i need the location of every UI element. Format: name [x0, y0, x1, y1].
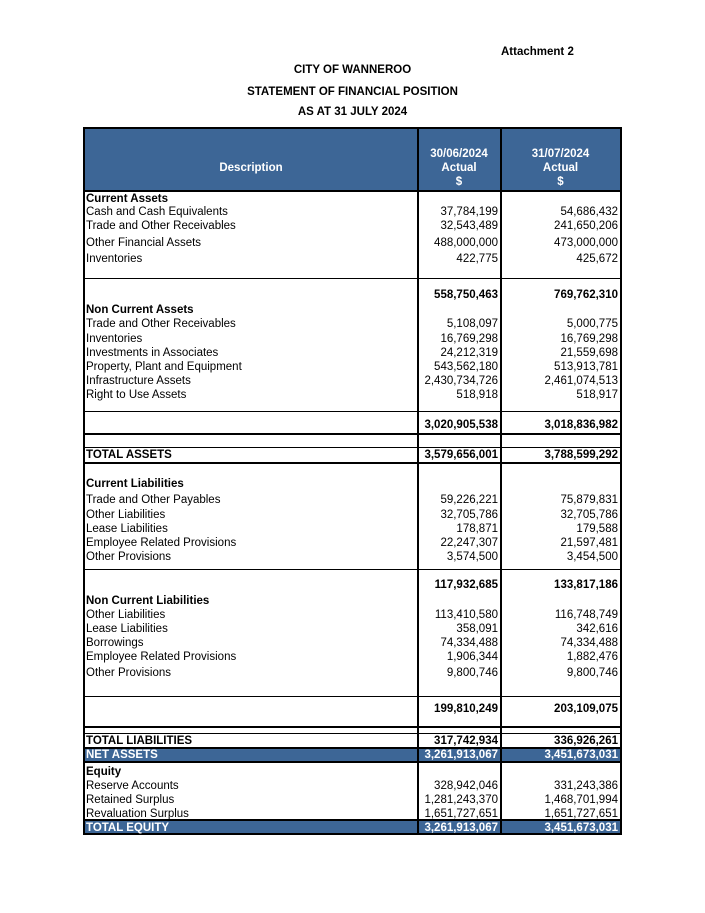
table-cell-v2: 21,559,698 [560, 347, 618, 359]
row-divider [85, 411, 620, 412]
column-divider-2 [500, 129, 502, 833]
table-cell-v1: 5,108,097 [446, 318, 498, 330]
table-cell-v1: 32,543,489 [440, 220, 498, 232]
table-cell-v2: 2,461,074,513 [544, 375, 618, 387]
table-cell-v2: 75,879,831 [560, 494, 618, 506]
table-cell-v2: 203,109,075 [554, 703, 618, 715]
table-cell-v1: 113,410,580 [434, 609, 498, 621]
table-cell-label: Retained Surplus [86, 794, 175, 806]
column-header-description: Description [219, 162, 283, 174]
table-cell-label: Cash and Cash Equivalents [86, 206, 228, 218]
attachment-label: Attachment 2 [501, 46, 574, 58]
table-cell-v2: 425,672 [576, 253, 618, 265]
table-cell-v2: 342,616 [576, 623, 618, 635]
table-cell-label: Other Liabilities [86, 509, 166, 521]
table-cell-label: Current Assets [86, 193, 169, 205]
table-cell-v2: 179,588 [576, 523, 618, 535]
table-cell-v1: 59,226,221 [440, 494, 498, 506]
table-cell-v2: 133,817,186 [554, 579, 618, 591]
table-cell-v2: 336,926,261 [554, 735, 618, 747]
row-divider [85, 462, 620, 464]
row-divider [85, 433, 620, 435]
table-cell-v2: 1,651,727,651 [544, 808, 618, 820]
table-cell-label: Trade and Other Receivables [86, 220, 236, 232]
table-cell-label: Lease Liabilities [86, 523, 168, 535]
table-cell-v2: 54,686,432 [560, 206, 618, 218]
table-cell-v2: 3,788,599,292 [544, 449, 618, 461]
financial-position-table [83, 127, 622, 835]
row-divider [85, 569, 620, 570]
table-cell-label: Employee Related Provisions [86, 651, 237, 663]
column-header-2024-07-text: 31/07/2024 Actual $ [531, 148, 590, 188]
table-cell-v1: 3,574,500 [446, 551, 498, 563]
table-cell-v1: 3,579,656,001 [424, 449, 498, 461]
table-cell-v2: 518,917 [576, 389, 618, 401]
table-cell-v2: 3,451,673,031 [544, 749, 618, 761]
table-cell-v2: 1,468,701,994 [544, 794, 618, 806]
table-cell-v1: 1,906,344 [446, 651, 498, 663]
table-cell-v1: 358,091 [456, 623, 498, 635]
table-cell-v1: 9,800,746 [446, 667, 498, 679]
table-cell-label: Trade and Other Payables [86, 494, 221, 506]
table-cell-v1: 3,020,905,538 [424, 419, 498, 431]
table-cell-label: Inventories [86, 253, 143, 265]
table-cell-v2: 32,705,786 [560, 509, 618, 521]
table-cell-v1: 32,705,786 [440, 509, 498, 521]
table-cell-v2: 241,650,206 [554, 220, 618, 232]
table-cell-label: Other Provisions [86, 667, 172, 679]
statement-date: AS AT 31 JULY 2024 [297, 106, 408, 118]
table-cell-v2: 5,000,775 [566, 318, 618, 330]
table-cell-label: Non Current Liabilities [86, 595, 210, 607]
table-cell-v2: 21,597,481 [560, 537, 618, 549]
table-cell-v2: 3,454,500 [566, 551, 618, 563]
table-cell-v1: 22,247,307 [440, 537, 498, 549]
table-cell-v2: 3,018,836,982 [544, 419, 618, 431]
table-cell-v1: 117,932,685 [434, 579, 498, 591]
table-cell-label: Lease Liabilities [86, 623, 168, 635]
table-cell-label: Investments in Associates [86, 347, 219, 359]
table-cell-label: TOTAL EQUITY [86, 822, 170, 834]
table-cell-label: TOTAL ASSETS [86, 449, 172, 461]
table-cell-v1: 2,430,734,726 [424, 375, 498, 387]
highlight-band [85, 748, 620, 761]
row-divider [85, 761, 620, 763]
table-cell-v1: 199,810,249 [434, 703, 498, 715]
table-cell-v1: 74,334,488 [440, 637, 498, 649]
table-cell-v2: 473,000,000 [554, 237, 618, 249]
row-divider [85, 278, 620, 279]
table-cell-v1: 488,000,000 [434, 237, 498, 249]
table-cell-label: TOTAL LIABILITIES [86, 735, 193, 747]
table-cell-label: Current Liabilities [86, 478, 184, 490]
column-divider-1 [417, 129, 419, 833]
table-cell-label: Equity [86, 766, 122, 778]
table-cell-label: Other Financial Assets [86, 237, 202, 249]
table-cell-label: Inventories [86, 333, 143, 345]
table-cell-v1: 37,784,199 [440, 206, 498, 218]
table-cell-label: Right to Use Assets [86, 389, 187, 401]
table-cell-v1: 178,871 [456, 523, 498, 535]
table-cell-label: Employee Related Provisions [86, 537, 237, 549]
table-cell-v2: 74,334,488 [560, 637, 618, 649]
table-cell-v1: 518,918 [456, 389, 498, 401]
table-cell-v1: 3,261,913,067 [424, 822, 498, 834]
table-cell-label: Trade and Other Receivables [86, 318, 236, 330]
table-cell-label: Infrastructure Assets [86, 375, 191, 387]
organisation-name: CITY OF WANNEROO [293, 64, 412, 76]
table-cell-label: Non Current Assets [86, 304, 194, 316]
table-cell-v2: 3,451,673,031 [544, 822, 618, 834]
table-cell-v1: 16,769,298 [440, 333, 498, 345]
table-cell-v2: 513,913,781 [554, 361, 618, 373]
table-cell-v2: 769,762,310 [554, 289, 618, 301]
table-cell-label: Reserve Accounts [86, 780, 179, 792]
table-cell-v1: 317,742,934 [434, 735, 498, 747]
table-cell-v1: 1,281,243,370 [424, 794, 498, 806]
table-cell-label: Other Provisions [86, 551, 172, 563]
table-cell-v1: 422,775 [456, 253, 498, 265]
table-cell-v1: 24,212,319 [440, 347, 498, 359]
table-cell-v2: 9,800,746 [566, 667, 618, 679]
table-cell-v1: 543,562,180 [434, 361, 498, 373]
table-cell-v2: 1,882,476 [566, 651, 618, 663]
table-cell-v1: 558,750,463 [434, 289, 498, 301]
table-cell-label: Revaluation Surplus [86, 808, 189, 820]
table-cell-label: Property, Plant and Equipment [86, 361, 242, 373]
row-divider [85, 696, 620, 697]
statement-title: STATEMENT OF FINANCIAL POSITION [247, 86, 458, 98]
row-divider [85, 726, 620, 728]
table-cell-label: Other Liabilities [86, 609, 166, 621]
table-cell-label: NET ASSETS [86, 749, 158, 761]
table-cell-v2: 331,243,386 [554, 780, 618, 792]
table-cell-v2: 16,769,298 [560, 333, 618, 345]
table-cell-v1: 328,942,046 [434, 780, 498, 792]
column-header-2024-06: 30/06/2024 Actual $ [430, 148, 488, 188]
table-cell-v2: 116,748,749 [554, 609, 618, 621]
table-cell-label: Borrowings [86, 637, 144, 649]
table-cell-v1: 3,261,913,067 [424, 749, 498, 761]
table-cell-v1: 1,651,727,651 [424, 808, 498, 820]
